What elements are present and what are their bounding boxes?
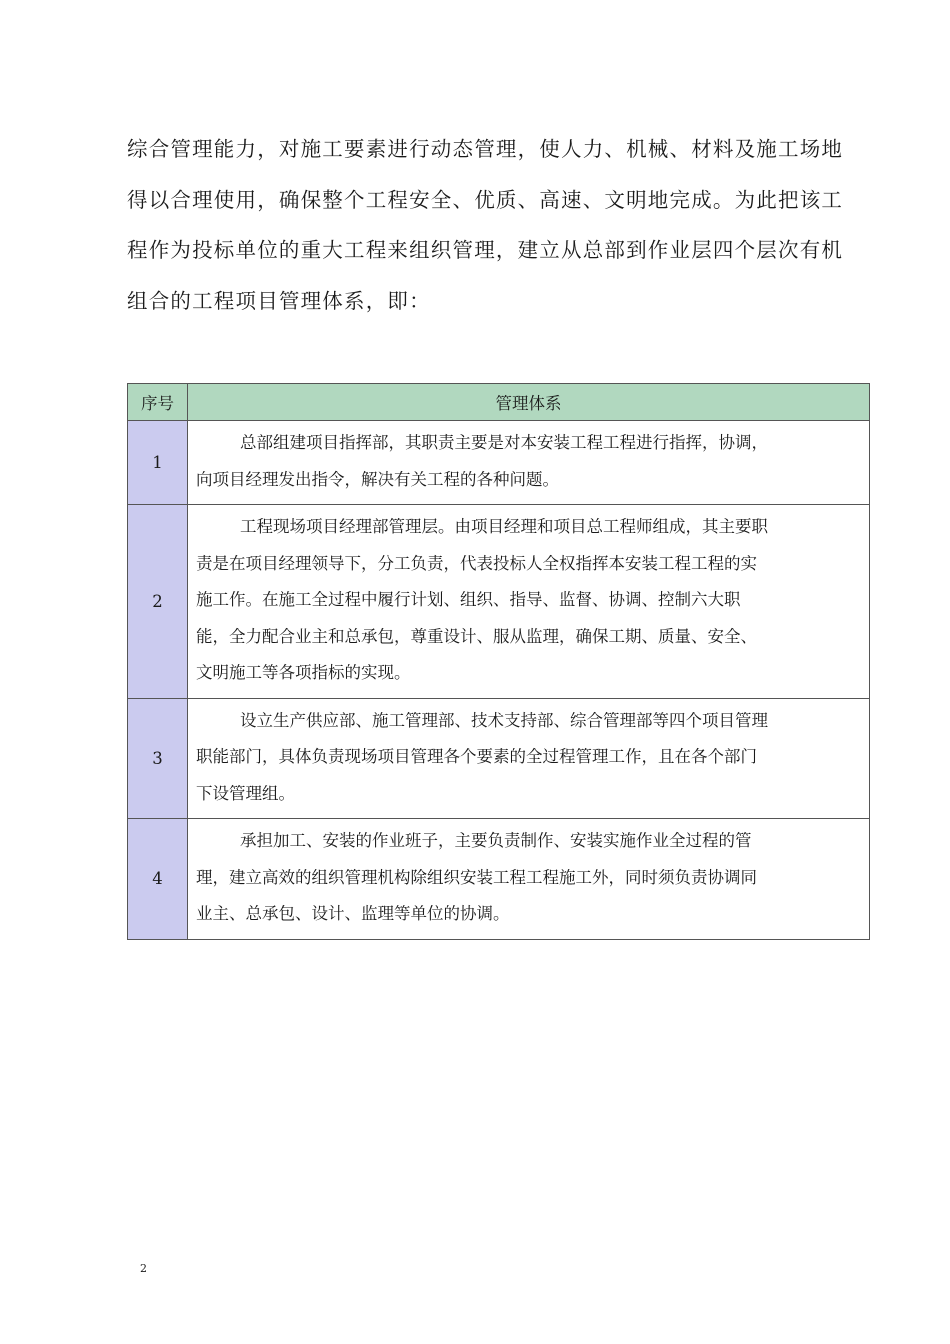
description-line: 职能部门，具体负责现场项目管理各个要素的全过程管理工作，且在各个部门 <box>196 747 757 766</box>
description-line: 设立生产供应部、施工管理部、技术支持部、综合管理部等四个项目管理 <box>240 710 768 730</box>
row-description <box>188 421 870 505</box>
row-number: 4 <box>128 819 188 940</box>
row-description <box>188 505 870 699</box>
description-line: 文明施工等各项指标的实现。 <box>196 663 411 682</box>
table-row <box>128 698 870 819</box>
intro-line: 程作为投标单位的重大工程来组织管理，建立从总部到作业层四个层次有机 <box>127 238 844 262</box>
header-seq: 序号 <box>128 384 188 421</box>
description-line: 理，建立高效的组织管理机构除组织安装工程工程施工外，同时须负责协调同 <box>196 867 757 887</box>
description-line: 责是在项目经理领导下，分工负责，代表投标人全权指挥本安装工程工程的实 <box>196 553 757 573</box>
description-line: 总部组建项目指挥部，其职责主要是对本安装工程工程进行指挥，协调， <box>240 433 768 452</box>
description-line: 工程现场项目经理部管理层。由项目经理和项目总工程师组成，其主要职 <box>240 517 768 536</box>
row-number: 1 <box>128 421 188 505</box>
table-row <box>128 819 870 940</box>
description-line: 下设管理组。 <box>196 783 295 803</box>
intro-line: 得以合理使用，确保整个工程安全、优质、高速、文明地完成。为此把该工 <box>127 187 844 212</box>
description-line: 承担加工、安装的作业班子，主要负责制作、安装实施作业全过程的管 <box>240 831 752 850</box>
description-line: 业主、总承包、设计、监理等单位的协调。 <box>196 904 510 923</box>
intro-line: 组合的工程项目管理体系，即： <box>127 288 431 313</box>
description-line: 向项目经理发出指令，解决有关工程的各种问题。 <box>196 469 559 489</box>
row-number: 3 <box>128 698 188 819</box>
row-number: 2 <box>128 505 188 699</box>
intro-paragraph <box>127 124 867 326</box>
page-number: 2 <box>140 1262 147 1275</box>
description-line: 施工作。在施工全过程中履行计划、组织、指导、监督、协调、控制六大职 <box>196 590 741 609</box>
table-header-row <box>128 384 870 421</box>
table-row <box>128 421 870 505</box>
intro-line: 综合管理能力，对施工要素进行动态管理，使人力、机械、材料及施工场地 <box>127 137 844 161</box>
row-description <box>188 698 870 819</box>
header-system: 管理体系 <box>188 384 870 421</box>
management-system-table <box>127 383 870 940</box>
description-line: 能，全力配合业主和总承包，尊重设计、服从监理，确保工期、质量、安全、 <box>196 626 757 646</box>
table-row <box>128 505 870 699</box>
row-description <box>188 819 870 940</box>
